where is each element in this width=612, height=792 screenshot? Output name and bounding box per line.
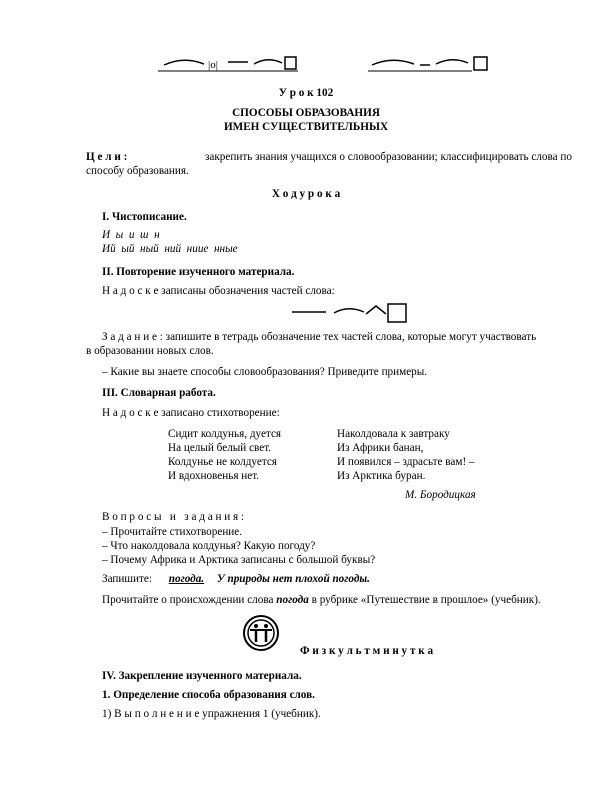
poem-line: И вдохновенья нет. <box>168 470 260 482</box>
item-spaced: В ы п о л н е н и е <box>114 708 200 720</box>
top-morpheme-scheme-left <box>158 54 318 78</box>
section4-subheading: 1. Определение способа образования слов. <box>102 689 315 701</box>
poem-left-column <box>168 427 281 483</box>
poem-line: На целый белый свет. <box>168 442 272 454</box>
exercise-people-icon <box>242 614 280 652</box>
task-line1: запишите в тетрадь обозначение тех частей слова, которые могут участвовать <box>165 331 537 343</box>
item-rest: упражнения 1 (учебник). <box>202 708 321 720</box>
poem-right-column <box>337 427 475 483</box>
goals-label: Ц е л и : <box>86 151 128 163</box>
course-heading: Х о д у р о к а <box>271 188 341 200</box>
goals-paragraph <box>86 150 572 178</box>
task-paragraph <box>86 330 572 358</box>
origin-pre: Прочитайте о происхождении слова <box>102 594 277 606</box>
poem-line: Из Арктика буран. <box>337 470 426 482</box>
board-rest-text: записано стихотворение: <box>161 407 280 419</box>
top-morpheme-scheme-right <box>368 54 498 78</box>
section1-heading: I. Чистописание. <box>102 211 187 223</box>
origin-post: в рубрике «Путешествие в прошлое» (учебник). <box>308 594 541 606</box>
write-line <box>102 572 370 586</box>
handwriting-line1: И ы и ш н <box>102 229 160 241</box>
section2-heading: II. Повторение изученного материала. <box>102 266 295 278</box>
question-item: – Прочитайте стихотворение. <box>102 526 243 538</box>
item-number: 1) <box>102 708 112 720</box>
board-spaced-label: Н а д о с к е <box>102 407 159 419</box>
write-label: Запишите: <box>102 573 152 585</box>
section3-board-line <box>102 406 280 420</box>
task-line2: в образовании новых слов. <box>86 345 214 357</box>
goals-text-line2: способу образования. <box>86 165 189 177</box>
write-word: погода. <box>168 573 205 585</box>
morpheme-symbols <box>292 302 412 326</box>
question-item: – Что наколдовала колдунья? Какую погоду? <box>102 540 316 552</box>
poem-line: Колдунье не колдуется <box>168 456 277 468</box>
section4-heading: IV. Закрепление изученного материала. <box>102 670 302 682</box>
section2-board-line <box>102 284 335 298</box>
poem-author: М. Бородицкая <box>405 489 476 501</box>
handwriting-line2: Ий ый ный ний ниие нные <box>102 243 238 255</box>
poem-line: И появился – здрасьте вам! – <box>337 456 475 468</box>
section4-item <box>102 707 321 721</box>
fizminutka-heading: Ф и з к у л ь т м и н у т к а <box>300 645 434 657</box>
section2-question: – Какие вы знаете способы словообразования? Приведите примеры. <box>102 366 428 378</box>
svg-text:|o|: |o| <box>208 59 218 71</box>
lesson-title-line1: СПОСОБЫ ОБРАЗОВАНИЯ <box>232 107 380 119</box>
section3-heading: III. Словарная работа. <box>102 387 216 399</box>
lesson-number: У р о к 102 <box>278 87 334 99</box>
origin-word: погода <box>276 594 309 606</box>
board-rest-text: записаны обозначения частей слова: <box>161 285 335 297</box>
lesson-title-line2: ИМЕН СУЩЕСТВИТЕЛЬНЫХ <box>223 121 389 133</box>
board-spaced-label: Н а д о с к е <box>102 285 159 297</box>
questions-label: В о п р о с ы и з а д а н и я : <box>102 511 245 523</box>
origin-line <box>102 593 541 607</box>
goals-text-line1: закрепить знания учащихся о словообразовании; классифицировать слова по <box>204 151 572 163</box>
poem-line: Из Африки банан, <box>337 442 424 454</box>
question-item: – Почему Африка и Арктика записаны с большой буквы? <box>102 554 376 566</box>
write-sentence: У природы нет плохой погоды. <box>216 573 370 585</box>
task-label: З а д а н и е : <box>102 331 163 343</box>
poem-line: Сидит колдунья, дуется <box>168 428 282 440</box>
questions-list <box>102 525 375 567</box>
poem-line: Наколдовала к завтраку <box>337 428 450 440</box>
